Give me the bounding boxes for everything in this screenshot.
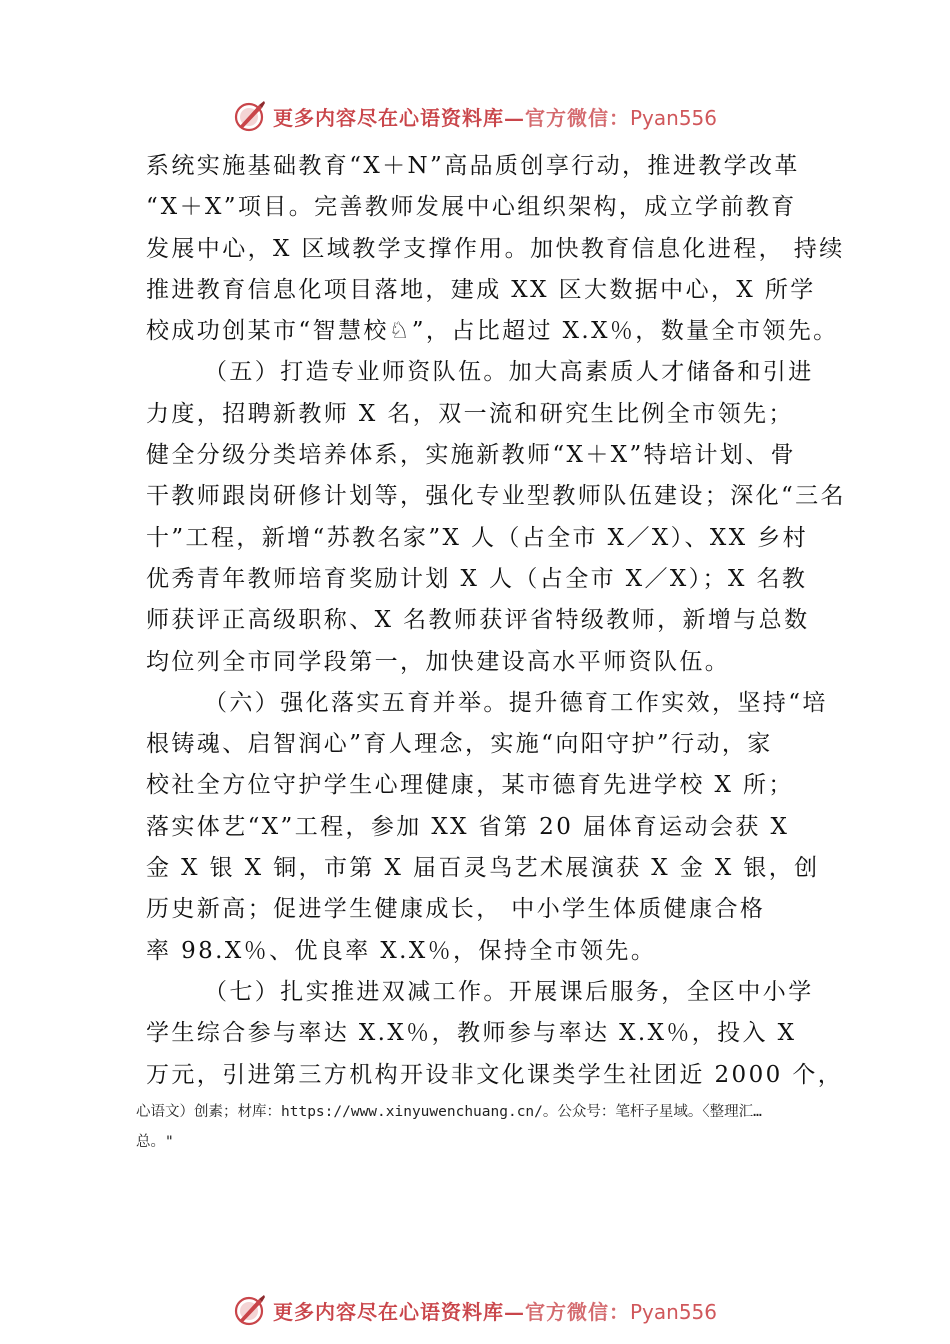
body-line: 金 X 银 X 铜，市第 X 届百灵鸟艺术展演获 X 金 X 银，创 — [146, 855, 820, 882]
source-note-line: 心语文）创素；材库：https://www.xinyuwenchuang.cn/。公众号：笔杆子星域。〈整理汇… — [136, 1104, 762, 1120]
body-line: 优秀青年教师培育奖励计划 X 人（占全市 X／X）；X 名教 — [146, 565, 808, 592]
banner-main-text: 更多内容尽在心语资料库 — [272, 1299, 504, 1324]
body-line: 历史新高；促进学生健康成长， 中小学生体质健康合格 — [146, 896, 766, 923]
body-line: 学生综合参与率达 X.X％，教师参与率达 X.X％，投入 X — [146, 1020, 797, 1047]
banner-title — [273, 102, 717, 131]
header-banner — [0, 94, 950, 138]
footer-banner — [0, 1288, 950, 1332]
body-line: 师获评正高级职称、X 名教师获评省特级教师，新增与总数 — [146, 607, 810, 634]
section-7-heading-line: （七）扎实推进双减工作。开展课后服务，全区中小学 — [204, 978, 814, 1005]
banner-title — [273, 1296, 717, 1325]
body-line: 健全分级分类培养体系，实施新教师“X＋X”特培计划、骨 — [146, 442, 797, 469]
document-body — [146, 146, 846, 1096]
source-note — [136, 1097, 836, 1157]
body-line: 落实体艺“X”工程，参加 XX 省第 20 届体育运动会获 X — [146, 813, 790, 840]
body-line: 校社全方位守护学生心理健康，某市德育先进学校 X 所； — [146, 772, 794, 799]
body-line: 系统实施基础教育“X＋N”高品质创享行动，推进教学改革 — [146, 153, 800, 179]
banner-dash: — — [503, 105, 525, 130]
source-note-line: 总。" — [136, 1134, 174, 1150]
body-line: “X＋X”项目。完善教师发展中心组织架构，成立学前教育 — [146, 194, 797, 221]
body-line: 万元，引进第三方机构开设非文化课类学生社团近 2000 个， — [146, 1061, 844, 1088]
banner-wechat-id: Pyan556 — [629, 105, 717, 130]
body-line: 根铸魂、启智润心”育人理念，实施“向阳守护”行动，家 — [146, 731, 773, 758]
body-line: 校成功创某市“智慧校♘”，占比超过 X.X％，数量全市领先。 — [146, 318, 839, 345]
body-line: 十”工程，新增“苏教名家”X 人（占全市 X／X）、XX 乡村 — [146, 524, 808, 551]
brush-logo-icon — [233, 99, 267, 133]
body-line: 率 98.X％、优良率 X.X％，保持全市领先。 — [146, 937, 657, 964]
section-6-heading-line: （六）强化落实五育并举。提升德育工作实效，坚持“培 — [204, 689, 828, 716]
banner-official-label: 官方微信： — [524, 105, 630, 130]
section-5-heading-line: （五）打造专业师资队伍。加大高素质人才储备和引进 — [204, 359, 814, 386]
banner-main-text: 更多内容尽在心语资料库 — [272, 105, 504, 130]
body-line: 力度，招聘新教师 X 名，双一流和研究生比例全市领先； — [146, 400, 794, 427]
body-line: 发展中心，X 区域教学支撑作用。加快教育信息化进程， 持续 — [146, 235, 845, 262]
body-line: 均位列全市同学段第一，加快建设高水平师资队伍。 — [146, 648, 731, 675]
banner-dash: — — [503, 1299, 525, 1324]
body-line: 推进教育信息化项目落地，建成 XX 区大数据中心，X 所学 — [146, 276, 816, 303]
banner-official-label: 官方微信： — [524, 1299, 630, 1324]
brush-logo-icon — [233, 1293, 267, 1327]
banner-wechat-id: Pyan556 — [629, 1299, 717, 1324]
body-line: 干教师跟岗研修计划等，强化专业型教师队伍建设；深化“三名 — [146, 483, 846, 510]
